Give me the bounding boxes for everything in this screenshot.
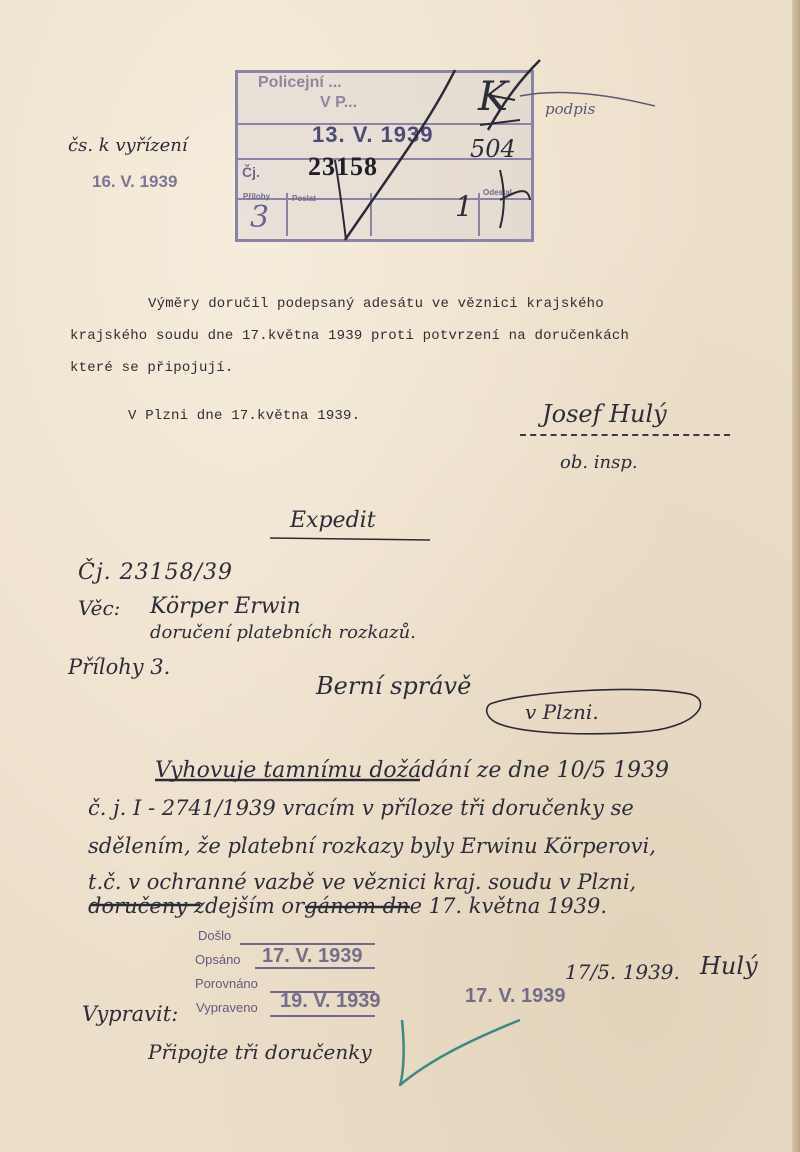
- handwritten-body-line: doručeny zdejším orgánem dne 17. května 1939.: [88, 894, 608, 918]
- stamp-count: 1: [455, 190, 473, 223]
- stamp-opsano-label: Opsáno: [195, 952, 241, 967]
- typed-line: které se připojují.: [70, 360, 234, 376]
- handwritten-cj: Čj. 23158/39: [78, 560, 234, 585]
- handwritten-vec-label: Věc:: [78, 596, 121, 620]
- officer-title: ob. insp.: [560, 452, 638, 473]
- officer-signature: Josef Hulý: [542, 400, 667, 428]
- stamp-cj-label: Čj.: [242, 164, 260, 180]
- stamp-doslo-label: Došlo: [198, 928, 232, 943]
- stamp-number: 23158: [308, 152, 378, 181]
- closing-date: 17/5. 1939.: [565, 960, 680, 984]
- typed-place-date: V Plzni dne 17.května 1939.: [128, 408, 361, 424]
- handwritten-prilohy: Přílohy 3.: [68, 655, 171, 679]
- handwritten-body-line: č. j. I - 2741/1939 vracím v příloze tři doručenky se: [88, 796, 634, 820]
- pripojte-note: Připojte tři doručenky: [148, 1040, 372, 1064]
- stamp-place: V P...: [320, 94, 358, 111]
- margin-date-stamp: 16. V. 1939: [92, 172, 178, 191]
- stamp-vypraveno-label: Vypraveno: [196, 1000, 258, 1015]
- handwritten-recipient-place: v Plzni.: [525, 700, 599, 724]
- expedit-heading: Expedit: [290, 508, 376, 533]
- stamp-date: 13. V. 1939: [312, 122, 434, 147]
- stamp-opsano-value: 17. V. 1939: [262, 945, 363, 967]
- handwritten-body-line: t.č. v ochranné vazbě ve věznici kraj. soudu v Plzni,: [88, 870, 637, 894]
- typed-line: Výměry doručil podepsaný adesátu ve věznici krajského: [148, 296, 604, 312]
- stamp-date-2: 17. V. 1939: [465, 985, 566, 1007]
- top-right-number: 504: [470, 135, 516, 163]
- stamp-prilohy-label: Přílohy: [243, 192, 271, 201]
- stamp-porovnano-label: Porovnáno: [195, 976, 258, 991]
- handwritten-recipient: Berní správě: [316, 672, 472, 700]
- top-right-note: podpis: [545, 100, 596, 118]
- stamp-poslat-label: Poslat: [292, 194, 317, 203]
- handwritten-vec-subject: doručení platebních rozkazů.: [150, 622, 416, 643]
- typed-line: krajského soudu dne 17.května 1939 proti potvrzení na doručenkách: [70, 328, 630, 344]
- stamp-vypraveno-value: 19. V. 1939: [280, 990, 381, 1012]
- handwritten-body-line: Vyhovuje tamnímu dožádání ze dne 10/5 1939: [155, 758, 670, 783]
- vypravit-label: Vypravit:: [82, 1002, 179, 1026]
- handwritten-body-line: sdělením, že platební rozkazy byly Erwinu Körperovi,: [88, 834, 656, 858]
- closing-signature: Hulý: [700, 952, 758, 980]
- stamp-prilohy-value: 3: [250, 200, 270, 235]
- handwritten-vec-name: Körper Erwin: [150, 594, 301, 619]
- margin-note: čs. k vyřízení: [68, 135, 188, 156]
- stamp-header: Policejní ...: [258, 74, 342, 91]
- stamp-odeslal-label: Odeslal: [483, 188, 512, 197]
- top-right-mark: K: [478, 74, 508, 120]
